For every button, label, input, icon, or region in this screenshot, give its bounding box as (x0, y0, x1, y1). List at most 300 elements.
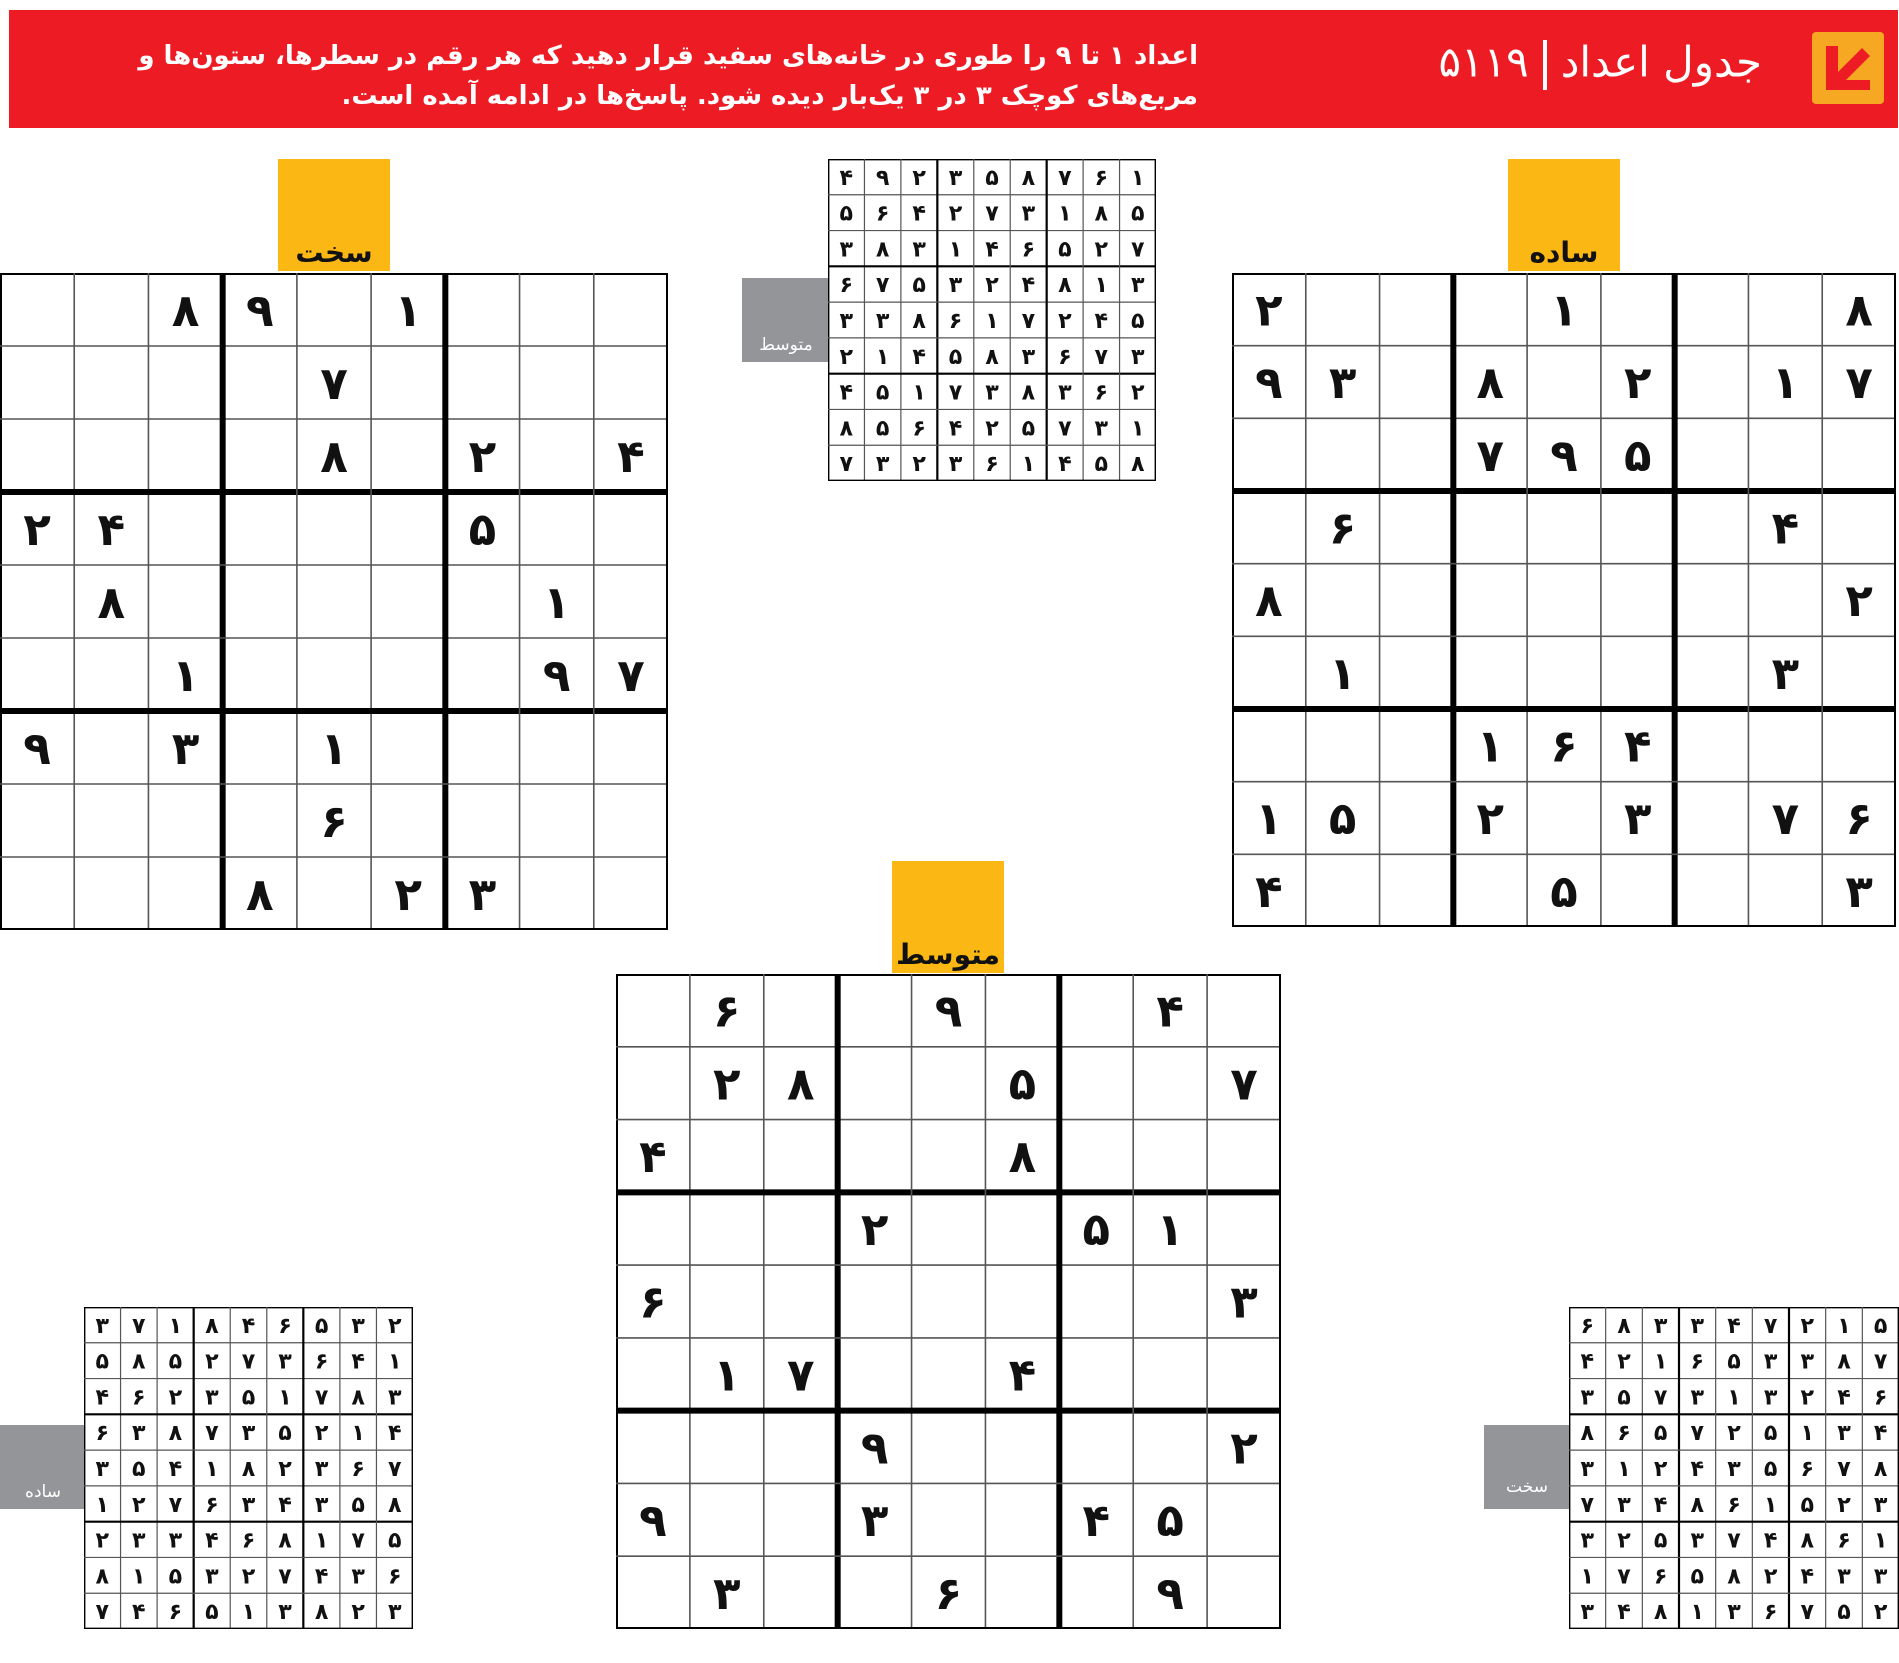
given-digit: ۸ (1008, 1130, 1037, 1184)
solution-digit: ۵ (1727, 1348, 1741, 1375)
solution-digit: ۳ (205, 1563, 219, 1590)
medium-puzzle-grid (616, 974, 1281, 1629)
solution-digit: ۲ (839, 343, 853, 370)
given-digit: ۲ (394, 867, 423, 921)
solution-digit: ۴ (1617, 1599, 1631, 1626)
solution-digit: ۴ (95, 1384, 110, 1411)
solution-digit: ۱ (985, 307, 999, 334)
solution-digit: ۷ (1021, 307, 1036, 334)
given-digit: ۴ (97, 502, 126, 556)
given-digit: ۱ (394, 283, 423, 337)
solution-digit: ۲ (985, 272, 999, 299)
solution-digit: ۲ (912, 164, 926, 191)
solution-digit: ۳ (839, 307, 853, 334)
solution-digit: ۷ (1800, 1599, 1815, 1626)
solution-digit: ۶ (1094, 379, 1109, 406)
solution-digit: ۵ (1653, 1420, 1668, 1447)
given-digit: ۹ (23, 721, 51, 775)
given-digit: ۷ (320, 356, 348, 410)
solution-digit: ۸ (132, 1348, 146, 1375)
solution-digit: ۷ (1837, 1455, 1851, 1482)
given-digit: ۹ (1255, 356, 1283, 410)
given-digit: ۵ (1624, 428, 1652, 482)
solution-digit: ۶ (1763, 1599, 1778, 1626)
solution-digit: ۸ (387, 1491, 402, 1518)
solution-digit: ۷ (1727, 1527, 1741, 1554)
solution-digit: ۶ (351, 1455, 365, 1482)
solution-digit: ۱ (1800, 1420, 1815, 1447)
solution-digit: ۵ (278, 1420, 292, 1447)
solution-digit: ۸ (205, 1312, 219, 1339)
solution-digit: ۴ (912, 343, 926, 370)
solution-digit: ۷ (387, 1455, 402, 1482)
given-digit: ۲ (1476, 792, 1504, 846)
solution-digit: ۵ (1021, 415, 1036, 442)
solution-digit: ۴ (1021, 272, 1036, 299)
solution-digit: ۶ (1727, 1491, 1741, 1518)
given-digit: ۸ (320, 429, 348, 483)
solution-digit: ۶ (912, 415, 926, 442)
solution-digit: ۳ (1131, 343, 1145, 370)
given-digit: ۳ (1624, 792, 1652, 846)
solution-digit: ۸ (1021, 164, 1036, 191)
solution-digit: ۳ (132, 1420, 146, 1447)
solution-digit: ۷ (95, 1599, 110, 1626)
solution-digit: ۲ (1800, 1384, 1815, 1411)
solution-digit: ۳ (912, 236, 926, 263)
solution-digit: ۶ (1058, 343, 1072, 370)
solution-digit: ۸ (351, 1384, 365, 1411)
solution-digit: ۴ (1800, 1563, 1815, 1590)
solution-digit: ۳ (1873, 1563, 1888, 1590)
medium-tag (892, 861, 1004, 973)
given-digit: ۱ (1156, 1202, 1184, 1256)
given-digit: ۲ (1230, 1421, 1258, 1475)
solution-digit: ۱ (1580, 1563, 1595, 1590)
solution-digit: ۳ (1580, 1599, 1595, 1626)
solution-digit: ۲ (985, 415, 999, 442)
solution-digit: ۵ (241, 1384, 256, 1411)
solution-digit: ۵ (948, 343, 963, 370)
solution-digit: ۷ (985, 200, 999, 227)
solution-digit: ۵ (1690, 1563, 1705, 1590)
solution-digit: ۲ (1837, 1491, 1851, 1518)
given-digit: ۵ (1082, 1202, 1111, 1256)
solution-digit: ۵ (1837, 1599, 1851, 1626)
solution-digit: ۱ (1727, 1384, 1741, 1411)
solution-digit: ۳ (1580, 1527, 1595, 1554)
solution-digit: ۲ (241, 1563, 256, 1590)
given-digit: ۴ (1624, 719, 1652, 773)
solution-digit: ۱ (1653, 1348, 1668, 1375)
solution-digit: ۱ (278, 1384, 292, 1411)
solution-digit: ۲ (1617, 1527, 1631, 1554)
solution-digit: ۶ (132, 1384, 146, 1411)
solution-grid-svg (84, 1307, 413, 1629)
given-digit: ۷ (786, 1348, 815, 1402)
given-digit: ۱ (1255, 792, 1283, 846)
given-digit: ۶ (713, 984, 741, 1038)
given-digit: ۳ (1845, 864, 1873, 918)
solution-digit: ۱ (1058, 200, 1072, 227)
medium-solution-grid (828, 159, 1156, 481)
solution-digit: ۳ (1653, 1312, 1668, 1339)
solution-grid-svg (828, 159, 1156, 481)
solution-digit: ۴ (205, 1527, 219, 1554)
solution-digit: ۳ (839, 236, 853, 263)
solution-digit: ۳ (1800, 1348, 1815, 1375)
hard-solution-grid (1569, 1307, 1899, 1629)
solution-digit: ۸ (839, 415, 853, 442)
solution-digit: ۳ (875, 307, 890, 334)
easy-solution-grid (84, 1307, 413, 1629)
solution-digit: ۲ (205, 1348, 219, 1375)
solution-digit: ۳ (1058, 379, 1072, 406)
solution-digit: ۳ (241, 1420, 256, 1447)
given-digit: ۴ (1082, 1494, 1111, 1548)
solution-digit: ۷ (1094, 343, 1109, 370)
given-digit: ۹ (542, 648, 571, 702)
given-digit: ۶ (934, 1566, 963, 1620)
solution-digit: ۲ (1727, 1420, 1741, 1447)
hard-tag (278, 159, 390, 271)
given-digit: ۳ (171, 721, 200, 775)
solution-digit: ۳ (1873, 1491, 1888, 1518)
hard-tag-label: سخت (295, 236, 373, 269)
given-digit: ۸ (1476, 356, 1504, 410)
solution-digit: ۵ (314, 1312, 329, 1339)
solution-digit: ۳ (168, 1527, 183, 1554)
solution-digit: ۳ (985, 379, 999, 406)
solution-digit: ۶ (1873, 1384, 1888, 1411)
solution-digit: ۷ (1763, 1312, 1778, 1339)
given-digit: ۲ (860, 1202, 889, 1256)
given-digit: ۲ (713, 1057, 741, 1111)
solution-digit: ۴ (1763, 1527, 1778, 1554)
solution-digit: ۶ (168, 1599, 183, 1626)
solution-digit: ۱ (168, 1312, 183, 1339)
solution-digit: ۶ (314, 1348, 329, 1375)
solution-digit: ۵ (1873, 1312, 1888, 1339)
given-digit: ۹ (639, 1494, 667, 1548)
given-digit: ۳ (1771, 646, 1800, 700)
solution-digit: ۵ (839, 200, 853, 227)
solution-digit: ۱ (1690, 1599, 1705, 1626)
given-digit: ۷ (1476, 428, 1504, 482)
solution-digit: ۳ (314, 1491, 329, 1518)
solution-digit: ۳ (1690, 1384, 1705, 1411)
solution-digit: ۷ (314, 1384, 329, 1411)
solution-digit: ۷ (351, 1527, 365, 1554)
puzzle-grid-svg (1232, 273, 1896, 927)
given-digit: ۴ (1771, 501, 1800, 555)
given-digit: ۱ (320, 721, 348, 775)
given-digit: ۱ (1550, 283, 1578, 337)
given-digit: ۵ (1550, 864, 1578, 918)
solution-digit: ۲ (1094, 236, 1109, 263)
solution-digit: ۳ (948, 272, 963, 299)
solution-digit: ۵ (1058, 236, 1072, 263)
solution-digit: ۱ (1837, 1312, 1851, 1339)
solution-digit: ۵ (1094, 451, 1109, 478)
given-digit: ۶ (1845, 792, 1873, 846)
solution-digit: ۳ (1763, 1348, 1778, 1375)
solution-digit: ۳ (95, 1455, 110, 1482)
solution-digit: ۴ (1058, 451, 1072, 478)
solution-digit: ۳ (351, 1312, 365, 1339)
solution-digit: ۴ (1094, 307, 1109, 334)
solution-digit: ۸ (1021, 379, 1036, 406)
solution-digit: ۱ (1094, 272, 1109, 299)
solution-digit: ۱ (205, 1455, 219, 1482)
solution-digit: ۵ (1653, 1527, 1668, 1554)
solution-digit: ۶ (1653, 1563, 1668, 1590)
easy-tag (1508, 159, 1620, 271)
solution-digit: ۳ (1837, 1420, 1851, 1447)
solution-digit: ۶ (839, 272, 853, 299)
solution-digit: ۲ (387, 1312, 402, 1339)
solution-digit: ۵ (1763, 1455, 1778, 1482)
solution-digit: ۱ (132, 1563, 146, 1590)
solution-digit: ۷ (1653, 1384, 1668, 1411)
solution-digit: ۶ (1837, 1527, 1851, 1554)
given-digit: ۱ (1771, 356, 1800, 410)
solution-digit: ۲ (95, 1527, 110, 1554)
solution-digit: ۵ (168, 1348, 183, 1375)
solution-digit: ۳ (948, 451, 963, 478)
solution-digit: ۱ (1131, 164, 1145, 191)
solution-digit: ۷ (1617, 1563, 1631, 1590)
solution-digit: ۲ (1873, 1599, 1888, 1626)
given-digit: ۱ (1476, 719, 1504, 773)
hard-solution-tag: سخت (1484, 1425, 1570, 1509)
solution-digit: ۵ (168, 1563, 183, 1590)
solution-digit: ۷ (278, 1563, 292, 1590)
solution-digit: ۶ (95, 1420, 110, 1447)
solution-digit: ۳ (1727, 1455, 1741, 1482)
given-digit: ۵ (1008, 1057, 1037, 1111)
given-digit: ۳ (468, 867, 497, 921)
solution-digit: ۵ (985, 164, 999, 191)
hard-puzzle-grid (0, 273, 668, 930)
solution-digit: ۵ (205, 1599, 219, 1626)
solution-digit: ۴ (839, 164, 853, 191)
given-digit: ۶ (1328, 501, 1357, 555)
solution-digit: ۹ (875, 164, 890, 191)
solution-digit: ۸ (1058, 272, 1072, 299)
solution-digit: ۸ (95, 1563, 110, 1590)
given-digit: ۹ (1156, 1566, 1184, 1620)
solution-digit: ۱ (351, 1420, 365, 1447)
solution-digit: ۲ (314, 1420, 329, 1447)
given-digit: ۱ (1328, 646, 1357, 700)
given-digit: ۲ (23, 502, 51, 556)
solution-digit: ۶ (1617, 1420, 1631, 1447)
solution-digit: ۳ (351, 1563, 365, 1590)
solution-digit: ۷ (1690, 1420, 1705, 1447)
solution-digit: ۷ (1058, 415, 1072, 442)
solution-digit: ۱ (95, 1491, 110, 1518)
solution-digit: ۶ (875, 200, 890, 227)
solution-digit: ۵ (1131, 200, 1145, 227)
easy-tag-label: ساده (1529, 236, 1599, 269)
solution-digit: ۲ (1800, 1312, 1815, 1339)
given-digit: ۵ (1328, 792, 1357, 846)
solution-digit: ۳ (278, 1348, 292, 1375)
given-digit: ۸ (786, 1057, 815, 1111)
given-digit: ۴ (1255, 864, 1283, 918)
solution-digit: ۵ (387, 1527, 402, 1554)
solution-digit: ۳ (1580, 1455, 1595, 1482)
header-banner (9, 10, 1898, 128)
solution-digit: ۳ (1021, 343, 1036, 370)
solution-digit: ۴ (1690, 1455, 1705, 1482)
solution-digit: ۲ (912, 451, 926, 478)
solution-digit: ۳ (1617, 1491, 1631, 1518)
given-digit: ۲ (1845, 574, 1873, 628)
solution-digit: ۵ (875, 379, 890, 406)
solution-digit: ۷ (875, 272, 890, 299)
puzzle-grid-svg (0, 273, 668, 930)
solution-digit: ۲ (351, 1599, 365, 1626)
solution-digit: ۴ (985, 236, 999, 263)
given-digit: ۱ (713, 1348, 741, 1402)
solution-digit: ۴ (1873, 1420, 1888, 1447)
given-digit: ۶ (639, 1275, 667, 1329)
solution-digit: ۷ (132, 1312, 146, 1339)
solution-digit: ۲ (1131, 379, 1145, 406)
solution-digit: ۸ (1690, 1491, 1705, 1518)
solution-digit: ۳ (1131, 272, 1145, 299)
solution-digit: ۸ (314, 1599, 329, 1626)
arrow-down-left-icon (1812, 32, 1884, 104)
given-digit: ۹ (1550, 428, 1578, 482)
solution-digit: ۱ (948, 236, 963, 263)
medium-solution-tag: متوسط (742, 278, 830, 362)
logo (1812, 32, 1884, 104)
solution-digit: ۷ (205, 1420, 219, 1447)
solution-digit: ۴ (948, 415, 963, 442)
given-digit: ۴ (617, 429, 645, 483)
solution-digit: ۵ (1800, 1491, 1815, 1518)
solution-digit: ۵ (1763, 1420, 1778, 1447)
solution-digit: ۸ (1873, 1455, 1888, 1482)
solution-digit: ۱ (912, 379, 926, 406)
solution-digit: ۵ (875, 415, 890, 442)
solution-digit: ۱ (387, 1348, 402, 1375)
solution-digit: ۳ (1021, 200, 1036, 227)
solution-digit: ۷ (1058, 164, 1072, 191)
given-digit: ۸ (1255, 574, 1283, 628)
given-digit: ۹ (245, 283, 274, 337)
solution-digit: ۶ (387, 1563, 402, 1590)
solution-digit: ۸ (875, 236, 890, 263)
solution-digit: ۵ (1131, 307, 1145, 334)
solution-digit: ۸ (1800, 1527, 1815, 1554)
solution-digit: ۳ (1690, 1527, 1705, 1554)
solution-digit: ۷ (241, 1348, 256, 1375)
solution-digit: ۸ (912, 307, 926, 334)
solution-digit: ۱ (241, 1599, 256, 1626)
solution-digit: ۶ (1580, 1312, 1595, 1339)
solution-digit: ۸ (1653, 1599, 1668, 1626)
solution-digit: ۲ (1058, 307, 1072, 334)
easy-puzzle-grid (1232, 273, 1896, 927)
solution-digit: ۶ (278, 1312, 292, 1339)
given-digit: ۷ (1771, 792, 1800, 846)
solution-grid-svg (1569, 1307, 1899, 1629)
given-digit: ۵ (1156, 1494, 1184, 1548)
solution-digit: ۳ (1837, 1563, 1851, 1590)
solution-digit: ۶ (1800, 1455, 1815, 1482)
solution-digit: ۲ (168, 1384, 183, 1411)
solution-digit: ۳ (875, 451, 890, 478)
given-digit: ۶ (320, 794, 348, 848)
solution-digit: ۸ (1727, 1563, 1741, 1590)
given-digit: ۵ (468, 502, 497, 556)
given-digit: ۲ (1255, 283, 1283, 337)
solution-digit: ۶ (985, 451, 999, 478)
solution-digit: ۷ (168, 1491, 183, 1518)
solution-digit: ۵ (132, 1455, 146, 1482)
easy-solution-tag: ساده (0, 1425, 86, 1509)
solution-digit: ۳ (948, 164, 963, 191)
solution-digit: ۸ (1617, 1312, 1631, 1339)
solution-digit: ۲ (1617, 1348, 1631, 1375)
solution-digit: ۳ (314, 1455, 329, 1482)
given-digit: ۳ (1328, 356, 1357, 410)
solution-digit: ۱ (1131, 415, 1145, 442)
medium-tag-label: متوسط (896, 938, 1000, 971)
solution-digit: ۸ (1094, 200, 1109, 227)
solution-digit: ۶ (205, 1491, 219, 1518)
solution-digit: ۲ (1763, 1563, 1778, 1590)
puzzle-grid-svg (616, 974, 1281, 1629)
solution-digit: ۴ (278, 1491, 292, 1518)
solution-digit: ۷ (839, 451, 853, 478)
given-digit: ۲ (468, 429, 497, 483)
solution-digit: ۸ (241, 1455, 256, 1482)
given-digit: ۸ (245, 867, 274, 921)
solution-digit: ۷ (1580, 1491, 1595, 1518)
given-digit: ۳ (860, 1494, 889, 1548)
given-digit: ۴ (639, 1130, 667, 1184)
solution-digit: ۸ (1837, 1348, 1851, 1375)
solution-digit: ۲ (948, 200, 963, 227)
solution-digit: ۸ (1131, 451, 1145, 478)
given-digit: ۱ (171, 648, 200, 702)
solution-digit: ۳ (241, 1491, 256, 1518)
solution-digit: ۵ (95, 1348, 110, 1375)
solution-digit: ۳ (278, 1599, 292, 1626)
given-digit: ۳ (713, 1566, 741, 1620)
solution-digit: ۶ (948, 307, 963, 334)
solution-digit: ۱ (1021, 451, 1036, 478)
solution-digit: ۴ (132, 1599, 146, 1626)
solution-digit: ۴ (1837, 1384, 1851, 1411)
solution-digit: ۶ (1021, 236, 1036, 263)
given-digit: ۶ (1550, 719, 1578, 773)
given-digit: ۸ (171, 283, 200, 337)
solution-digit: ۵ (912, 272, 926, 299)
solution-digit: ۸ (278, 1527, 292, 1554)
solution-digit: ۷ (1131, 236, 1145, 263)
solution-digit: ۴ (912, 200, 926, 227)
solution-digit: ۶ (241, 1527, 256, 1554)
solution-digit: ۸ (168, 1420, 183, 1447)
title-word: جدول اعداد (1560, 37, 1762, 87)
solution-digit: ۴ (241, 1312, 256, 1339)
